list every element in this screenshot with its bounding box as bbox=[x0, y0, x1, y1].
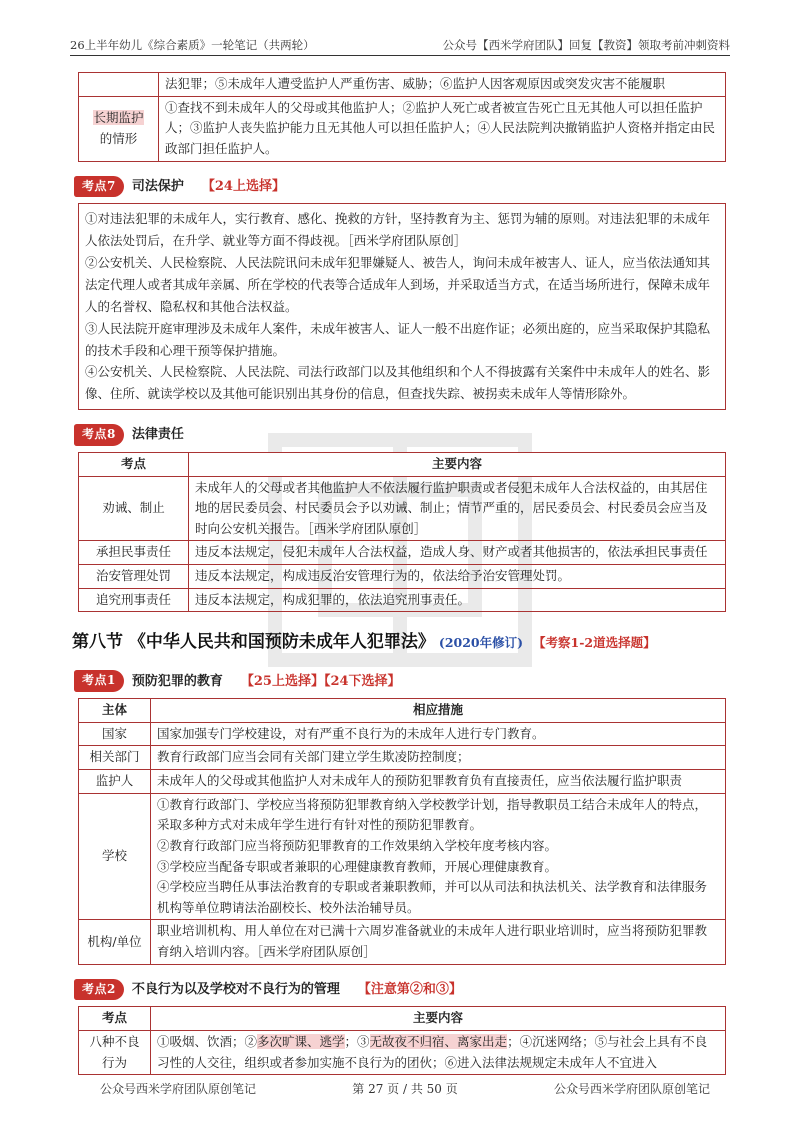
row-label: 追究刑事责任 bbox=[79, 588, 189, 612]
row-label: 监护人 bbox=[79, 770, 151, 794]
list-item: ④学校应当聘任从事法治教育的专职或者兼职教师，并可以从司法和执法机关、法学教育和法律服务机构等单位聘请法治副校长、校外法治辅导员。 bbox=[157, 879, 708, 915]
table-row bbox=[79, 1031, 726, 1075]
list-item: ③学校应当配备专职或者兼职的心理健康教育教师，开展心理健康教育。 bbox=[157, 858, 558, 874]
table-row bbox=[79, 565, 726, 589]
section-heading bbox=[72, 628, 726, 656]
kd8-tag: 考点8 bbox=[74, 424, 124, 446]
kd7-tag: 考点7 bbox=[74, 176, 124, 198]
footer-right-text: 公众号西米学府团队原创笔记 bbox=[553, 1082, 710, 1096]
table-cell: 未成年人的父母或其他监护人对未成年人的预防犯罪教育负有直接责任，应当依法履行监护职责 bbox=[151, 770, 726, 794]
table-row bbox=[79, 793, 726, 920]
bad-behavior-table bbox=[78, 1006, 726, 1075]
table-cell bbox=[151, 793, 726, 920]
table-row bbox=[79, 770, 726, 794]
table-row bbox=[79, 96, 726, 161]
table-cell: ①查找不到未成年人的父母或其他监护人；②监护人死亡或者被宣告死亡且无其他人可以担任监护人；③监护人丧失监护能力且无其他人可以担任监护人；④人民法院判决撤销监护人资格并指定由民政部门担任监护人。 bbox=[159, 96, 726, 161]
section-exam-note: 【考察1-2道选择题】 bbox=[533, 635, 656, 651]
kd1-heading bbox=[74, 670, 726, 692]
row-label: 相关部门 bbox=[79, 746, 151, 770]
table-cell: 教育行政部门应当会同有关部门建立学生欺凌防控制度； bbox=[151, 746, 726, 770]
table-header-row bbox=[79, 452, 726, 476]
row-label: 承担民事责任 bbox=[79, 541, 189, 565]
kd2-note: 【注意第②和③】 bbox=[357, 981, 462, 997]
column-header: 考点 bbox=[79, 452, 189, 476]
kd8-heading bbox=[74, 424, 726, 446]
list-item: ①教育行政部门、学校应当将预防犯罪教育纳入学校教学计划，指导教职员工结合未成年人的特点，采取多种方式对未成年学生进行有针对性的预防犯罪教育。 bbox=[157, 796, 708, 833]
highlight-segment: 无故夜不归宿、离家出走 bbox=[369, 1034, 508, 1050]
table-cell-empty bbox=[79, 73, 159, 97]
guardianship-table bbox=[78, 72, 726, 162]
row-label: 治安管理处罚 bbox=[79, 565, 189, 589]
column-header: 主要内容 bbox=[151, 1007, 726, 1031]
crime-prevention-table bbox=[78, 698, 726, 965]
row-label: 国家 bbox=[79, 722, 151, 746]
list-item: ②公安机关、人民检察院、人民法院讯问未成年犯罪嫌疑人、被告人，询问未成年被害人、证人，应当依法通知其法定代理人或者其成年亲属、所在学校的代表等合适成年人到场，并采取适当方式，在适当场所进行，保障未成年人的名誉权、隐私权和其他合法权益。 bbox=[85, 255, 711, 314]
column-header: 相应措施 bbox=[151, 699, 726, 723]
table-cell: 国家加强专门学校建设，对有严重不良行为的未成年人进行专门教育。 bbox=[151, 722, 726, 746]
row-label: 劝诫、制止 bbox=[79, 476, 189, 541]
page-content bbox=[72, 66, 726, 1075]
footer-left-text: 公众号西米学府团队原创笔记 bbox=[100, 1082, 257, 1096]
table-header-row bbox=[79, 699, 726, 723]
table-row bbox=[79, 588, 726, 612]
text-segment: ；③ bbox=[344, 1034, 370, 1050]
table-row bbox=[79, 722, 726, 746]
label-highlight: 长期监护 bbox=[93, 109, 144, 125]
judicial-protection-box bbox=[78, 203, 726, 410]
kd1-tag: 考点1 bbox=[74, 670, 124, 692]
kd2-title: 不良行为以及学校对不良行为的管理 bbox=[131, 981, 340, 997]
table-cell: 法犯罪；⑤未成年人遭受监护人严重伤害、威胁；⑥监护人因客观原因或突发灾害不能履职 bbox=[159, 73, 726, 97]
row-label: 机构/单位 bbox=[79, 920, 151, 964]
table-row bbox=[79, 476, 726, 541]
kd8-title: 法律责任 bbox=[131, 427, 184, 443]
table-row bbox=[79, 541, 726, 565]
section-title: 第八节 《中华人民共和国预防未成年人犯罪法》 bbox=[72, 632, 435, 653]
table-row bbox=[79, 73, 726, 97]
header-left-text: 26上半年幼儿《综合素质》一轮笔记（共两轮） bbox=[70, 38, 315, 52]
kd2-tag: 考点2 bbox=[74, 979, 124, 1001]
list-item: ④公安机关、人民检察院、人民法院、司法行政部门以及其他组织和个人不得披露有关案件中未成年人的姓名、影像、住所、就读学校以及其他可能识别出其身份的信息，但查找失踪、被拐卖未成年人等情形除外。 bbox=[85, 364, 711, 402]
page-number: 第 27 页 / 共 50 页 bbox=[352, 1082, 458, 1096]
table-row bbox=[79, 746, 726, 770]
label-suffix: 的情形 bbox=[99, 130, 138, 146]
highlight-segment: 多次旷课、逃学 bbox=[257, 1034, 345, 1050]
table-cell: 违反本法规定，侵犯未成年人合法权益，造成人身、财产或者其他损害的，依法承担民事责任 bbox=[189, 541, 726, 565]
list-item: ①对违法犯罪的未成年人，实行教育、感化、挽救的方针，坚持教育为主、惩罚为辅的原则。对违法犯罪的未成年人依法处罚后，在升学、就业等方面不得歧视。［西米学府团队原创］ bbox=[85, 211, 711, 249]
legal-liability-table bbox=[78, 452, 726, 612]
table-cell: 未成年人的父母或者其他监护人不依法履行监护职责或者侵犯未成年人合法权益的，由其居住地的居民委员会、村民委员会予以劝诫、制止；情节严重的，居民委员会、村民委员会应当及时向公安机关报告。［西米学府团队原创］ bbox=[189, 476, 726, 541]
column-header: 主要内容 bbox=[189, 452, 726, 476]
table-cell: 违反本法规定，构成违反治安管理行为的，依法给予治安管理处罚。 bbox=[189, 565, 726, 589]
kd1-note: 【25上选择】【24下选择】 bbox=[240, 673, 401, 689]
row-label: 八种不良行为 bbox=[79, 1031, 151, 1075]
section-revision: (2020年修订) bbox=[438, 635, 524, 651]
table-header-row bbox=[79, 1007, 726, 1031]
column-header: 考点 bbox=[79, 1007, 151, 1031]
table-cell: 违反本法规定，构成犯罪的，依法追究刑事责任。 bbox=[189, 588, 726, 612]
table-row bbox=[79, 920, 726, 964]
kd7-heading bbox=[74, 176, 726, 198]
row-label: 学校 bbox=[79, 793, 151, 920]
list-item: ③人民法院开庭审理涉及未成年人案件，未成年被害人、证人一般不出庭作证；必须出庭的，应当采取保护其隐私的技术手段和心理干预等保护措施。 bbox=[85, 320, 711, 358]
table-cell bbox=[151, 1031, 726, 1075]
kd2-heading bbox=[74, 979, 726, 1001]
kd1-title: 预防犯罪的教育 bbox=[131, 673, 223, 689]
text-segment: ①吸烟、饮酒；② bbox=[157, 1034, 258, 1050]
header-right-text: 公众号【西米学府团队】回复【教资】领取考前冲刺资料 bbox=[442, 38, 730, 52]
list-item: ②教育行政部门应当将预防犯罪教育的工作效果纳入学校年度考核内容。 bbox=[157, 837, 558, 853]
kd7-title: 司法保护 bbox=[131, 178, 184, 194]
kd7-note: 【24上选择】 bbox=[201, 178, 285, 194]
long-term-guardianship-label bbox=[79, 96, 159, 161]
table-cell: 职业培训机构、用人单位在对已满十六周岁准备就业的未成年人进行职业培训时，应当将预防犯罪教育纳入培训内容。［西米学府团队原创］ bbox=[151, 920, 726, 964]
column-header: 主体 bbox=[79, 699, 151, 723]
page-footer bbox=[100, 1080, 710, 1100]
page-header bbox=[70, 36, 730, 56]
text-segment: ；④沉迷网络；⑤与社会上具有不良习性的人交往，组织或者参加实施不良行为的团伙；⑥进入法律法规规定未成年人不宜进入 bbox=[157, 1034, 708, 1070]
